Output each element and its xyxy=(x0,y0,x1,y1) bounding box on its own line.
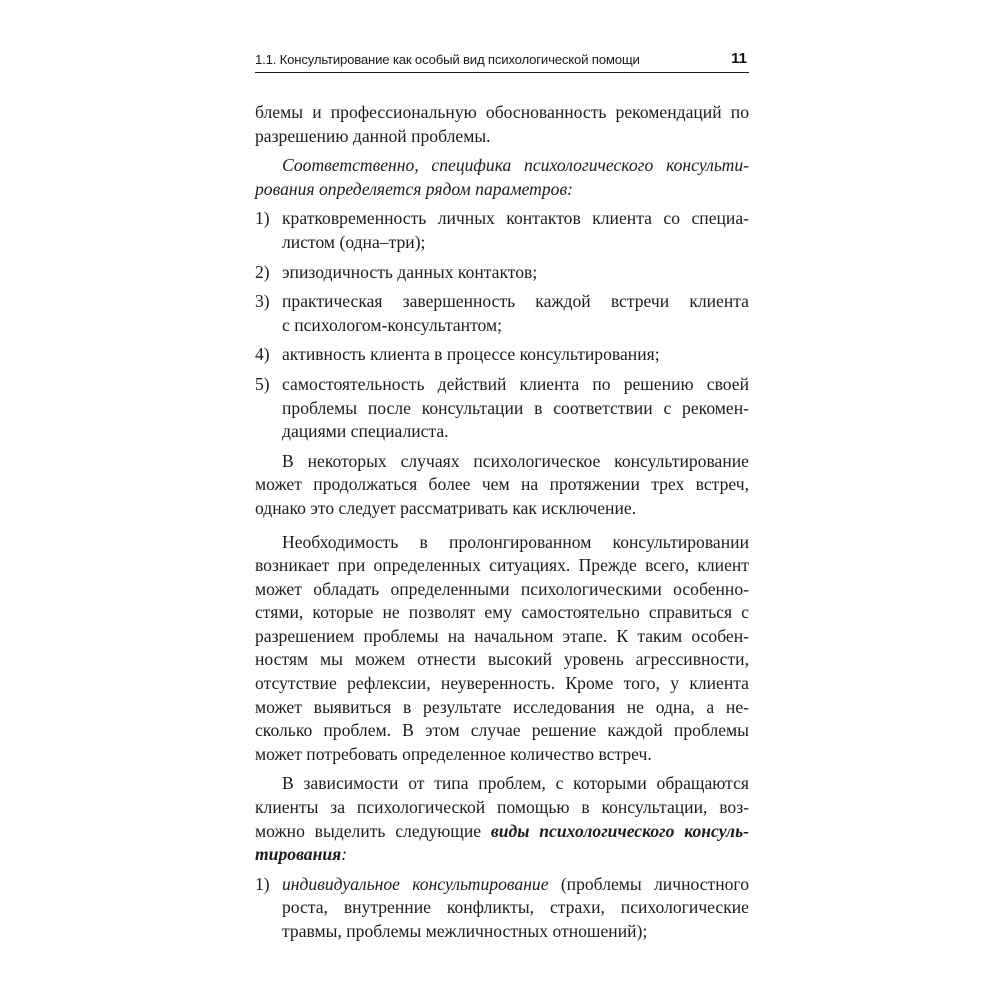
text-line: отсутствие рефлексии, неуверенность. Кроме того, у клиента xyxy=(255,673,749,694)
list-item xyxy=(255,207,749,254)
text-line: сколько проблем. В этом случае решение каждой проблемы xyxy=(255,720,749,741)
text-line: клиенты за психологической помощью в консультации, воз- xyxy=(255,797,749,818)
text-line: Соответственно, специфика психологического консульти- xyxy=(282,155,749,176)
text-run: : xyxy=(341,844,348,865)
list-number: 1) xyxy=(255,208,270,229)
text-line: разрешением проблемы на начальном этапе. К таким особен- xyxy=(255,625,749,646)
text-line: рования определяется рядом параметров: xyxy=(255,178,573,199)
text-line xyxy=(255,820,749,844)
emphasis-term: тирования xyxy=(255,844,342,865)
text-line: возникает при определенных ситуациях. Прежде всего, клиент xyxy=(255,555,749,576)
text-line: может выявиться в результате исследования не одна, а не- xyxy=(255,696,749,717)
list-item xyxy=(255,261,749,285)
text-line: активность клиента в процессе консультирования; xyxy=(282,344,660,365)
paragraph-italic-lead xyxy=(255,154,749,201)
text-line: блемы и профессиональную обоснованность рекомендаций по xyxy=(255,102,749,122)
list-item xyxy=(255,373,749,444)
list-number: 3) xyxy=(255,291,270,312)
text-line: дациями специалиста. xyxy=(282,421,449,442)
text-line: стями, которые не позволят ему самостоятельно справиться с xyxy=(255,602,749,623)
paragraph xyxy=(255,450,749,521)
paragraph xyxy=(255,531,749,767)
text-line: эпизодичность данных контактов; xyxy=(282,261,538,282)
text-line: ностям мы можем отнести высокий уровень агрессивности, xyxy=(255,649,749,670)
body-text xyxy=(255,101,749,944)
emphasis-term: индивидуальное консультирование xyxy=(282,873,549,894)
text-line: может потребовать определенное количество встреч. xyxy=(255,743,652,764)
text-line xyxy=(255,843,749,867)
text-line: проблемы после консультации в соответствии с рекомен- xyxy=(282,397,749,418)
parameters-list xyxy=(255,207,749,443)
list-number: 2) xyxy=(255,261,270,282)
text-line: кратковременность личных контактов клиента со специа- xyxy=(282,208,749,229)
text-line: В некоторых случаях психологическое консультирование xyxy=(282,450,749,471)
paragraph xyxy=(255,772,749,866)
text-line xyxy=(282,873,749,897)
list-item xyxy=(255,873,749,944)
list-number: 5) xyxy=(255,373,270,394)
text-line: травмы, проблемы межличностных отношений); xyxy=(282,921,648,941)
text-run: можно выделить следующие xyxy=(255,820,491,841)
text-line: роста, внутренние конфликты, страхи, психологические xyxy=(282,897,749,918)
running-title: 1.1. Консультирование как особый вид психологической помощи xyxy=(255,52,640,67)
list-item xyxy=(255,290,749,337)
list-number: 1) xyxy=(255,873,270,894)
list-number: 4) xyxy=(255,344,270,365)
text-line: может обладать определенными психологическими особенно- xyxy=(255,578,749,599)
text-line: с психологом-консультантом; xyxy=(282,314,503,335)
text-line: самостоятельность действий клиента по решению своей xyxy=(282,373,749,394)
paragraph-continuation xyxy=(255,101,749,148)
text-line: однако это следует рассматривать как исключение. xyxy=(255,497,637,518)
text-line: может продолжаться более чем на протяжении трех встреч, xyxy=(255,474,749,495)
emphasis-term: виды психологического консуль- xyxy=(490,820,749,841)
text-run: (проблемы личностного xyxy=(548,873,750,894)
list-item xyxy=(255,343,749,367)
consulting-types-list xyxy=(255,873,749,944)
text-line: Необходимость в пролонгированном консультировании xyxy=(282,531,749,552)
text-line: практическая завершенность каждой встречи клиента xyxy=(282,291,749,312)
text-line: В зависимости от типа проблем, с которыми обращаются xyxy=(282,773,749,794)
running-header xyxy=(255,50,749,73)
page-number: 11 xyxy=(731,50,747,67)
text-line: разрешению данной проблемы. xyxy=(255,125,491,146)
text-line: листом (одна–три); xyxy=(282,231,426,252)
